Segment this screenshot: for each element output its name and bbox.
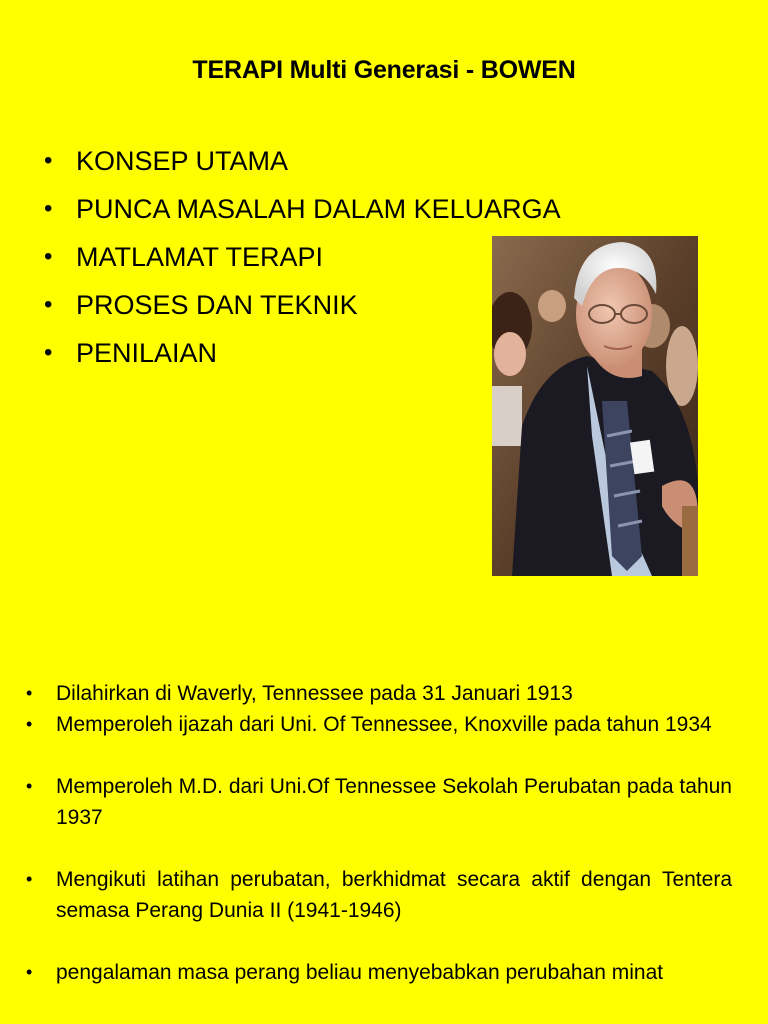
bio-text: Memperoleh M.D. dari Uni.Of Tennessee Sekolah Perubatan pada tahun 1937 bbox=[56, 775, 732, 829]
topic-list bbox=[44, 142, 561, 382]
list-item bbox=[44, 286, 561, 334]
bullet: • bbox=[44, 243, 53, 270]
list-item bbox=[26, 957, 732, 988]
list-item bbox=[26, 678, 732, 709]
topic-label: PENILAIAN bbox=[76, 338, 218, 368]
topic-label: PUNCA MASALAH DALAM KELUARGA bbox=[76, 194, 561, 224]
topic-label: MATLAMAT TERAPI bbox=[76, 242, 324, 272]
list-item bbox=[44, 334, 561, 382]
list-item bbox=[26, 709, 732, 740]
bullet: • bbox=[26, 962, 33, 982]
bio-text: Memperoleh ijazah dari Uni. Of Tennessee, Knoxville pada tahun 1934 bbox=[56, 713, 712, 736]
topic-label: PROSES DAN TEKNIK bbox=[76, 290, 358, 320]
bio-list bbox=[26, 678, 732, 988]
portrait-photo bbox=[492, 236, 698, 576]
bullet: • bbox=[44, 339, 53, 366]
list-item bbox=[44, 190, 561, 238]
topic-label: KONSEP UTAMA bbox=[76, 146, 289, 176]
list-item bbox=[44, 142, 561, 190]
bullet: • bbox=[26, 683, 33, 703]
bullet: • bbox=[26, 776, 33, 796]
bullet: • bbox=[26, 714, 33, 734]
list-item bbox=[26, 771, 732, 833]
bullet: • bbox=[44, 291, 53, 318]
list-item bbox=[26, 864, 732, 926]
bullet: • bbox=[26, 869, 33, 889]
list-item bbox=[44, 238, 561, 286]
bio-text: pengalaman masa perang beliau menyebabkan perubahan minat bbox=[56, 961, 664, 984]
bio-text: Mengikuti latihan perubatan, berkhidmat secara aktif dengan Tentera semasa Perang Dunia II (1941-1946) bbox=[56, 868, 732, 922]
slide-title: TERAPI Multi Generasi - BOWEN bbox=[192, 56, 576, 84]
bullet: • bbox=[44, 195, 53, 222]
bio-text: Dilahirkan di Waverly, Tennessee pada 31 Januari 1913 bbox=[56, 682, 573, 705]
bullet: • bbox=[44, 147, 53, 174]
